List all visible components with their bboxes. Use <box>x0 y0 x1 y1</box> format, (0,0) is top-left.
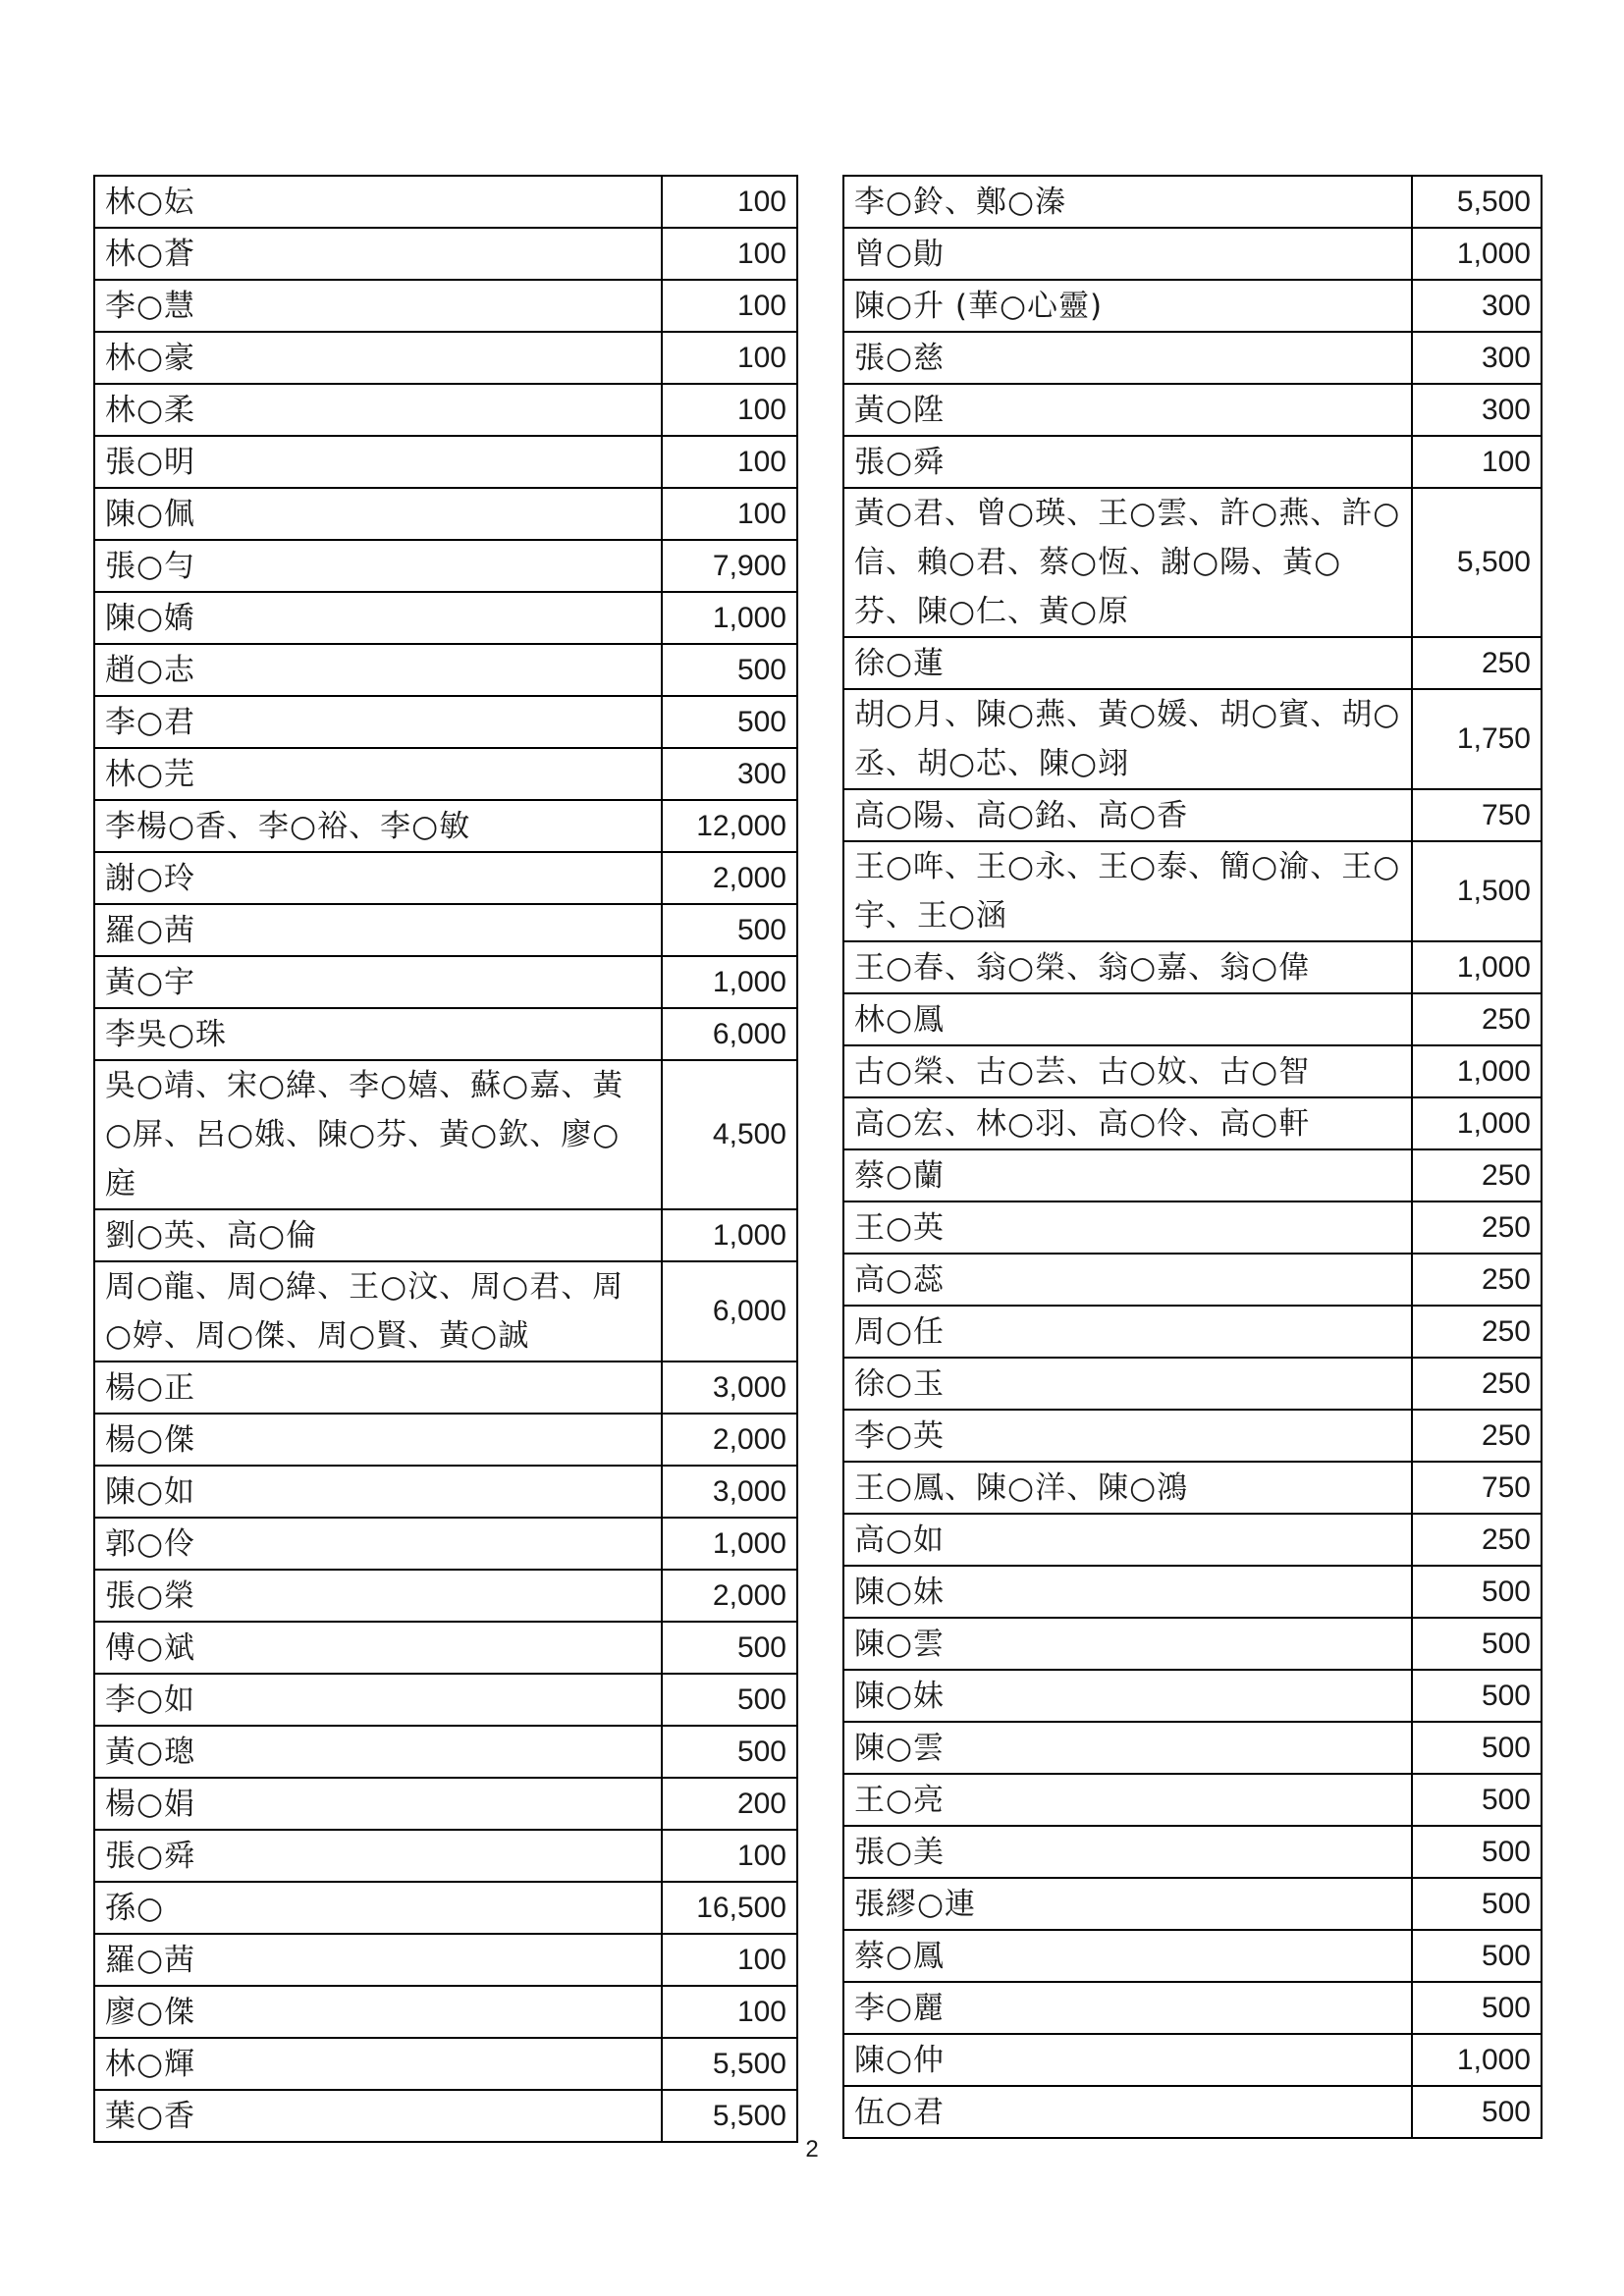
table-row <box>94 1830 797 1882</box>
donor-name: 廖○傑 <box>94 1986 662 2038</box>
donor-name: 高○宏、林○羽、高○伶、高○軒 <box>843 1097 1412 1149</box>
donation-amount: 250 <box>1412 1201 1542 1254</box>
table-row <box>843 1930 1542 1982</box>
donor-name: 林○豪 <box>94 332 662 384</box>
donation-amount: 2,000 <box>662 852 797 904</box>
donation-amount: 250 <box>1412 1410 1542 1462</box>
donation-amount: 250 <box>1412 1306 1542 1358</box>
donor-name: 林○蒼 <box>94 228 662 280</box>
donation-amount: 1,000 <box>1412 228 1542 280</box>
table-row <box>843 384 1542 436</box>
donor-name: 王○鳳、陳○洋、陳○鴻 <box>843 1462 1412 1514</box>
donation-amount: 500 <box>1412 1670 1542 1722</box>
left-donation-table <box>93 175 798 2143</box>
donor-name: 黃○璁 <box>94 1726 662 1778</box>
donation-amount: 100 <box>662 436 797 488</box>
donation-amount: 500 <box>1412 1774 1542 1826</box>
table-row <box>94 956 797 1008</box>
donation-amount: 250 <box>1412 637 1542 689</box>
table-row <box>94 1622 797 1674</box>
table-row <box>843 637 1542 689</box>
donor-name: 黃○宇 <box>94 956 662 1008</box>
table-row <box>94 176 797 228</box>
donation-amount: 300 <box>1412 280 1542 332</box>
table-row <box>94 1060 797 1209</box>
table-row <box>843 1254 1542 1306</box>
donor-name: 林○妘 <box>94 176 662 228</box>
donor-name: 李○鈴、鄭○溱 <box>843 176 1412 228</box>
donation-amount: 100 <box>662 488 797 540</box>
donor-name: 郭○伶 <box>94 1518 662 1570</box>
donation-amount: 500 <box>662 904 797 956</box>
donation-amount: 12,000 <box>662 800 797 852</box>
donation-amount: 7,900 <box>662 540 797 592</box>
donor-name: 陳○嬌 <box>94 592 662 644</box>
donor-name: 陳○如 <box>94 1466 662 1518</box>
table-row <box>843 1514 1542 1566</box>
donor-name: 林○芫 <box>94 748 662 800</box>
table-row <box>94 1726 797 1778</box>
donation-amount: 100 <box>662 228 797 280</box>
donor-name: 王○春、翁○榮、翁○嘉、翁○偉 <box>843 941 1412 993</box>
donor-name: 黃○君、曾○瑛、王○雲、許○燕、許○信、賴○君、蔡○恆、謝○陽、黃○芬、陳○仁、黃○原 <box>843 488 1412 637</box>
table-row <box>843 1722 1542 1774</box>
donation-amount: 1,000 <box>662 956 797 1008</box>
table-row <box>843 1670 1542 1722</box>
table-row <box>843 993 1542 1045</box>
donation-amount: 300 <box>1412 384 1542 436</box>
table-row <box>94 1008 797 1060</box>
donation-amount: 1,000 <box>662 1209 797 1261</box>
donor-name: 羅○茜 <box>94 904 662 956</box>
donor-name: 李○英 <box>843 1410 1412 1462</box>
donation-amount: 100 <box>662 384 797 436</box>
donor-name: 楊○娟 <box>94 1778 662 1830</box>
table-row <box>94 1882 797 1934</box>
page-number: 2 <box>805 2136 819 2163</box>
table-row <box>843 280 1542 332</box>
table-row <box>94 1209 797 1261</box>
table-row <box>94 332 797 384</box>
donation-amount: 750 <box>1412 789 1542 841</box>
table-row <box>843 2034 1542 2086</box>
table-row <box>94 1261 797 1362</box>
donor-name: 黃○陞 <box>843 384 1412 436</box>
table-row <box>843 1826 1542 1878</box>
donation-amount: 250 <box>1412 1254 1542 1306</box>
table-row <box>843 1618 1542 1670</box>
donor-name: 李楊○香、李○裕、李○敏 <box>94 800 662 852</box>
table-row <box>843 1982 1542 2034</box>
donation-amount: 250 <box>1412 1514 1542 1566</box>
table-row <box>843 941 1542 993</box>
donor-name: 曾○勛 <box>843 228 1412 280</box>
donation-amount: 500 <box>1412 1566 1542 1618</box>
donor-name: 張○美 <box>843 1826 1412 1878</box>
donor-name: 陳○仲 <box>843 2034 1412 2086</box>
donation-amount: 500 <box>1412 1826 1542 1878</box>
donor-name: 林○鳳 <box>843 993 1412 1045</box>
table-row <box>843 2086 1542 2138</box>
donor-name: 李○慧 <box>94 280 662 332</box>
donation-amount: 1,000 <box>1412 2034 1542 2086</box>
donor-name: 高○陽、高○銘、高○香 <box>843 789 1412 841</box>
table-row <box>843 1878 1542 1930</box>
donation-amount: 500 <box>662 1622 797 1674</box>
donor-name: 傅○斌 <box>94 1622 662 1674</box>
donation-amount: 500 <box>1412 1618 1542 1670</box>
donation-amount: 100 <box>662 1934 797 1986</box>
table-row <box>843 488 1542 637</box>
donation-amount: 500 <box>1412 2086 1542 2138</box>
right-donation-table <box>842 175 1543 2139</box>
donor-name: 陳○雲 <box>843 1618 1412 1670</box>
donor-name: 趙○志 <box>94 644 662 696</box>
donation-amount: 500 <box>1412 1878 1542 1930</box>
table-row <box>843 1045 1542 1097</box>
donor-name: 周○龍、周○緯、王○汶、周○君、周○婷、周○傑、周○賢、黃○誠 <box>94 1261 662 1362</box>
donor-name: 李吳○珠 <box>94 1008 662 1060</box>
table-row <box>843 332 1542 384</box>
donation-amount: 100 <box>662 1830 797 1882</box>
donation-amount: 250 <box>1412 993 1542 1045</box>
donation-amount: 500 <box>662 1674 797 1726</box>
donor-name: 高○蕊 <box>843 1254 1412 1306</box>
table-row <box>94 1466 797 1518</box>
donor-name: 楊○傑 <box>94 1414 662 1466</box>
table-row <box>94 1362 797 1414</box>
table-row <box>843 1410 1542 1462</box>
donor-name: 伍○君 <box>843 2086 1412 2138</box>
table-row <box>843 436 1542 488</box>
donation-amount: 1,750 <box>1412 689 1542 789</box>
donation-amount: 1,000 <box>1412 1045 1542 1097</box>
donation-amount: 500 <box>1412 1722 1542 1774</box>
table-row <box>843 1097 1542 1149</box>
donation-amount: 250 <box>1412 1149 1542 1201</box>
donation-amount: 3,000 <box>662 1362 797 1414</box>
table-row <box>843 789 1542 841</box>
donation-amount: 3,000 <box>662 1466 797 1518</box>
donor-name: 高○如 <box>843 1514 1412 1566</box>
donation-amount: 2,000 <box>662 1414 797 1466</box>
donor-name: 胡○月、陳○燕、黃○媛、胡○賓、胡○丞、胡○芯、陳○翊 <box>843 689 1412 789</box>
donation-amount: 100 <box>662 280 797 332</box>
table-row <box>94 748 797 800</box>
table-row <box>843 1306 1542 1358</box>
donor-name: 張○舜 <box>94 1830 662 1882</box>
donor-name: 徐○蓮 <box>843 637 1412 689</box>
donation-amount: 500 <box>662 696 797 748</box>
donor-name: 劉○英、高○倫 <box>94 1209 662 1261</box>
donation-amount: 250 <box>1412 1358 1542 1410</box>
donation-amount: 1,000 <box>1412 1097 1542 1149</box>
table-row <box>94 280 797 332</box>
table-row <box>94 384 797 436</box>
table-row <box>94 488 797 540</box>
donation-amount: 6,000 <box>662 1261 797 1362</box>
table-row <box>94 644 797 696</box>
donation-amount: 100 <box>662 1986 797 2038</box>
donor-name: 蔡○鳳 <box>843 1930 1412 1982</box>
donation-amount: 200 <box>662 1778 797 1830</box>
donation-amount: 100 <box>662 176 797 228</box>
table-row <box>843 176 1542 228</box>
table-row <box>843 1358 1542 1410</box>
donation-amount: 500 <box>662 644 797 696</box>
donor-name: 陳○妹 <box>843 1566 1412 1618</box>
donation-amount: 5,500 <box>662 2090 797 2142</box>
table-row <box>843 228 1542 280</box>
donation-amount: 1,500 <box>1412 841 1542 941</box>
table-row <box>843 689 1542 789</box>
donor-name: 張繆○連 <box>843 1878 1412 1930</box>
donation-amount: 1,000 <box>662 1518 797 1570</box>
table-row <box>94 592 797 644</box>
donor-name: 周○任 <box>843 1306 1412 1358</box>
donation-amount: 5,500 <box>662 2038 797 2090</box>
table-row <box>843 1201 1542 1254</box>
donor-name: 李○如 <box>94 1674 662 1726</box>
table-row <box>94 1674 797 1726</box>
donor-name: 陳○升 (華○心靈) <box>843 280 1412 332</box>
donation-amount: 1,000 <box>1412 941 1542 993</box>
donor-name: 楊○正 <box>94 1362 662 1414</box>
table-row <box>843 1149 1542 1201</box>
table-row <box>94 1570 797 1622</box>
table-row <box>94 800 797 852</box>
donor-name: 謝○玲 <box>94 852 662 904</box>
donation-amount: 300 <box>1412 332 1542 384</box>
table-row <box>843 1462 1542 1514</box>
donor-name: 王○英 <box>843 1201 1412 1254</box>
donation-amount: 6,000 <box>662 1008 797 1060</box>
table-row <box>94 1986 797 2038</box>
donor-name: 蔡○蘭 <box>843 1149 1412 1201</box>
donation-amount: 5,500 <box>1412 488 1542 637</box>
donation-amount: 5,500 <box>1412 176 1542 228</box>
donor-name: 陳○妹 <box>843 1670 1412 1722</box>
donor-name: 陳○雲 <box>843 1722 1412 1774</box>
donation-amount: 500 <box>662 1726 797 1778</box>
donation-amount: 500 <box>1412 1930 1542 1982</box>
donor-name: 古○榮、古○芸、古○妏、古○智 <box>843 1045 1412 1097</box>
right-table-body <box>843 176 1542 2138</box>
donor-name: 李○麗 <box>843 1982 1412 2034</box>
donation-amount: 300 <box>662 748 797 800</box>
table-row <box>94 904 797 956</box>
donation-amount: 16,500 <box>662 1882 797 1934</box>
donation-amount: 1,000 <box>662 592 797 644</box>
donor-name: 王○哖、王○永、王○泰、簡○渝、王○宇、王○涵 <box>843 841 1412 941</box>
table-row <box>843 841 1542 941</box>
table-row <box>94 852 797 904</box>
donor-name: 張○舜 <box>843 436 1412 488</box>
left-table-body <box>94 176 797 2142</box>
donor-name: 張○明 <box>94 436 662 488</box>
donor-name: 張○慈 <box>843 332 1412 384</box>
table-row <box>843 1566 1542 1618</box>
donation-amount: 750 <box>1412 1462 1542 1514</box>
donor-name: 吳○靖、宋○緯、李○嬉、蘇○嘉、黃○屏、呂○娥、陳○芬、黃○欽、廖○庭 <box>94 1060 662 1209</box>
donation-amount: 100 <box>662 332 797 384</box>
donation-amount: 100 <box>1412 436 1542 488</box>
donor-name: 陳○佩 <box>94 488 662 540</box>
table-row <box>94 696 797 748</box>
donor-name: 張○榮 <box>94 1570 662 1622</box>
table-row <box>843 1774 1542 1826</box>
donor-name: 葉○香 <box>94 2090 662 2142</box>
donor-name: 王○亮 <box>843 1774 1412 1826</box>
donor-name: 張○勻 <box>94 540 662 592</box>
table-row <box>94 1518 797 1570</box>
donation-amount: 2,000 <box>662 1570 797 1622</box>
table-row <box>94 2090 797 2142</box>
donor-name: 孫○ <box>94 1882 662 1934</box>
table-row <box>94 1414 797 1466</box>
table-row <box>94 2038 797 2090</box>
table-row <box>94 228 797 280</box>
donor-name: 徐○玉 <box>843 1358 1412 1410</box>
donor-name: 林○輝 <box>94 2038 662 2090</box>
donor-name: 羅○茜 <box>94 1934 662 1986</box>
table-row <box>94 1934 797 1986</box>
donation-amount: 500 <box>1412 1982 1542 2034</box>
donation-amount: 4,500 <box>662 1060 797 1209</box>
table-row <box>94 540 797 592</box>
table-row <box>94 436 797 488</box>
donor-name: 李○君 <box>94 696 662 748</box>
table-row <box>94 1778 797 1830</box>
donor-name: 林○柔 <box>94 384 662 436</box>
